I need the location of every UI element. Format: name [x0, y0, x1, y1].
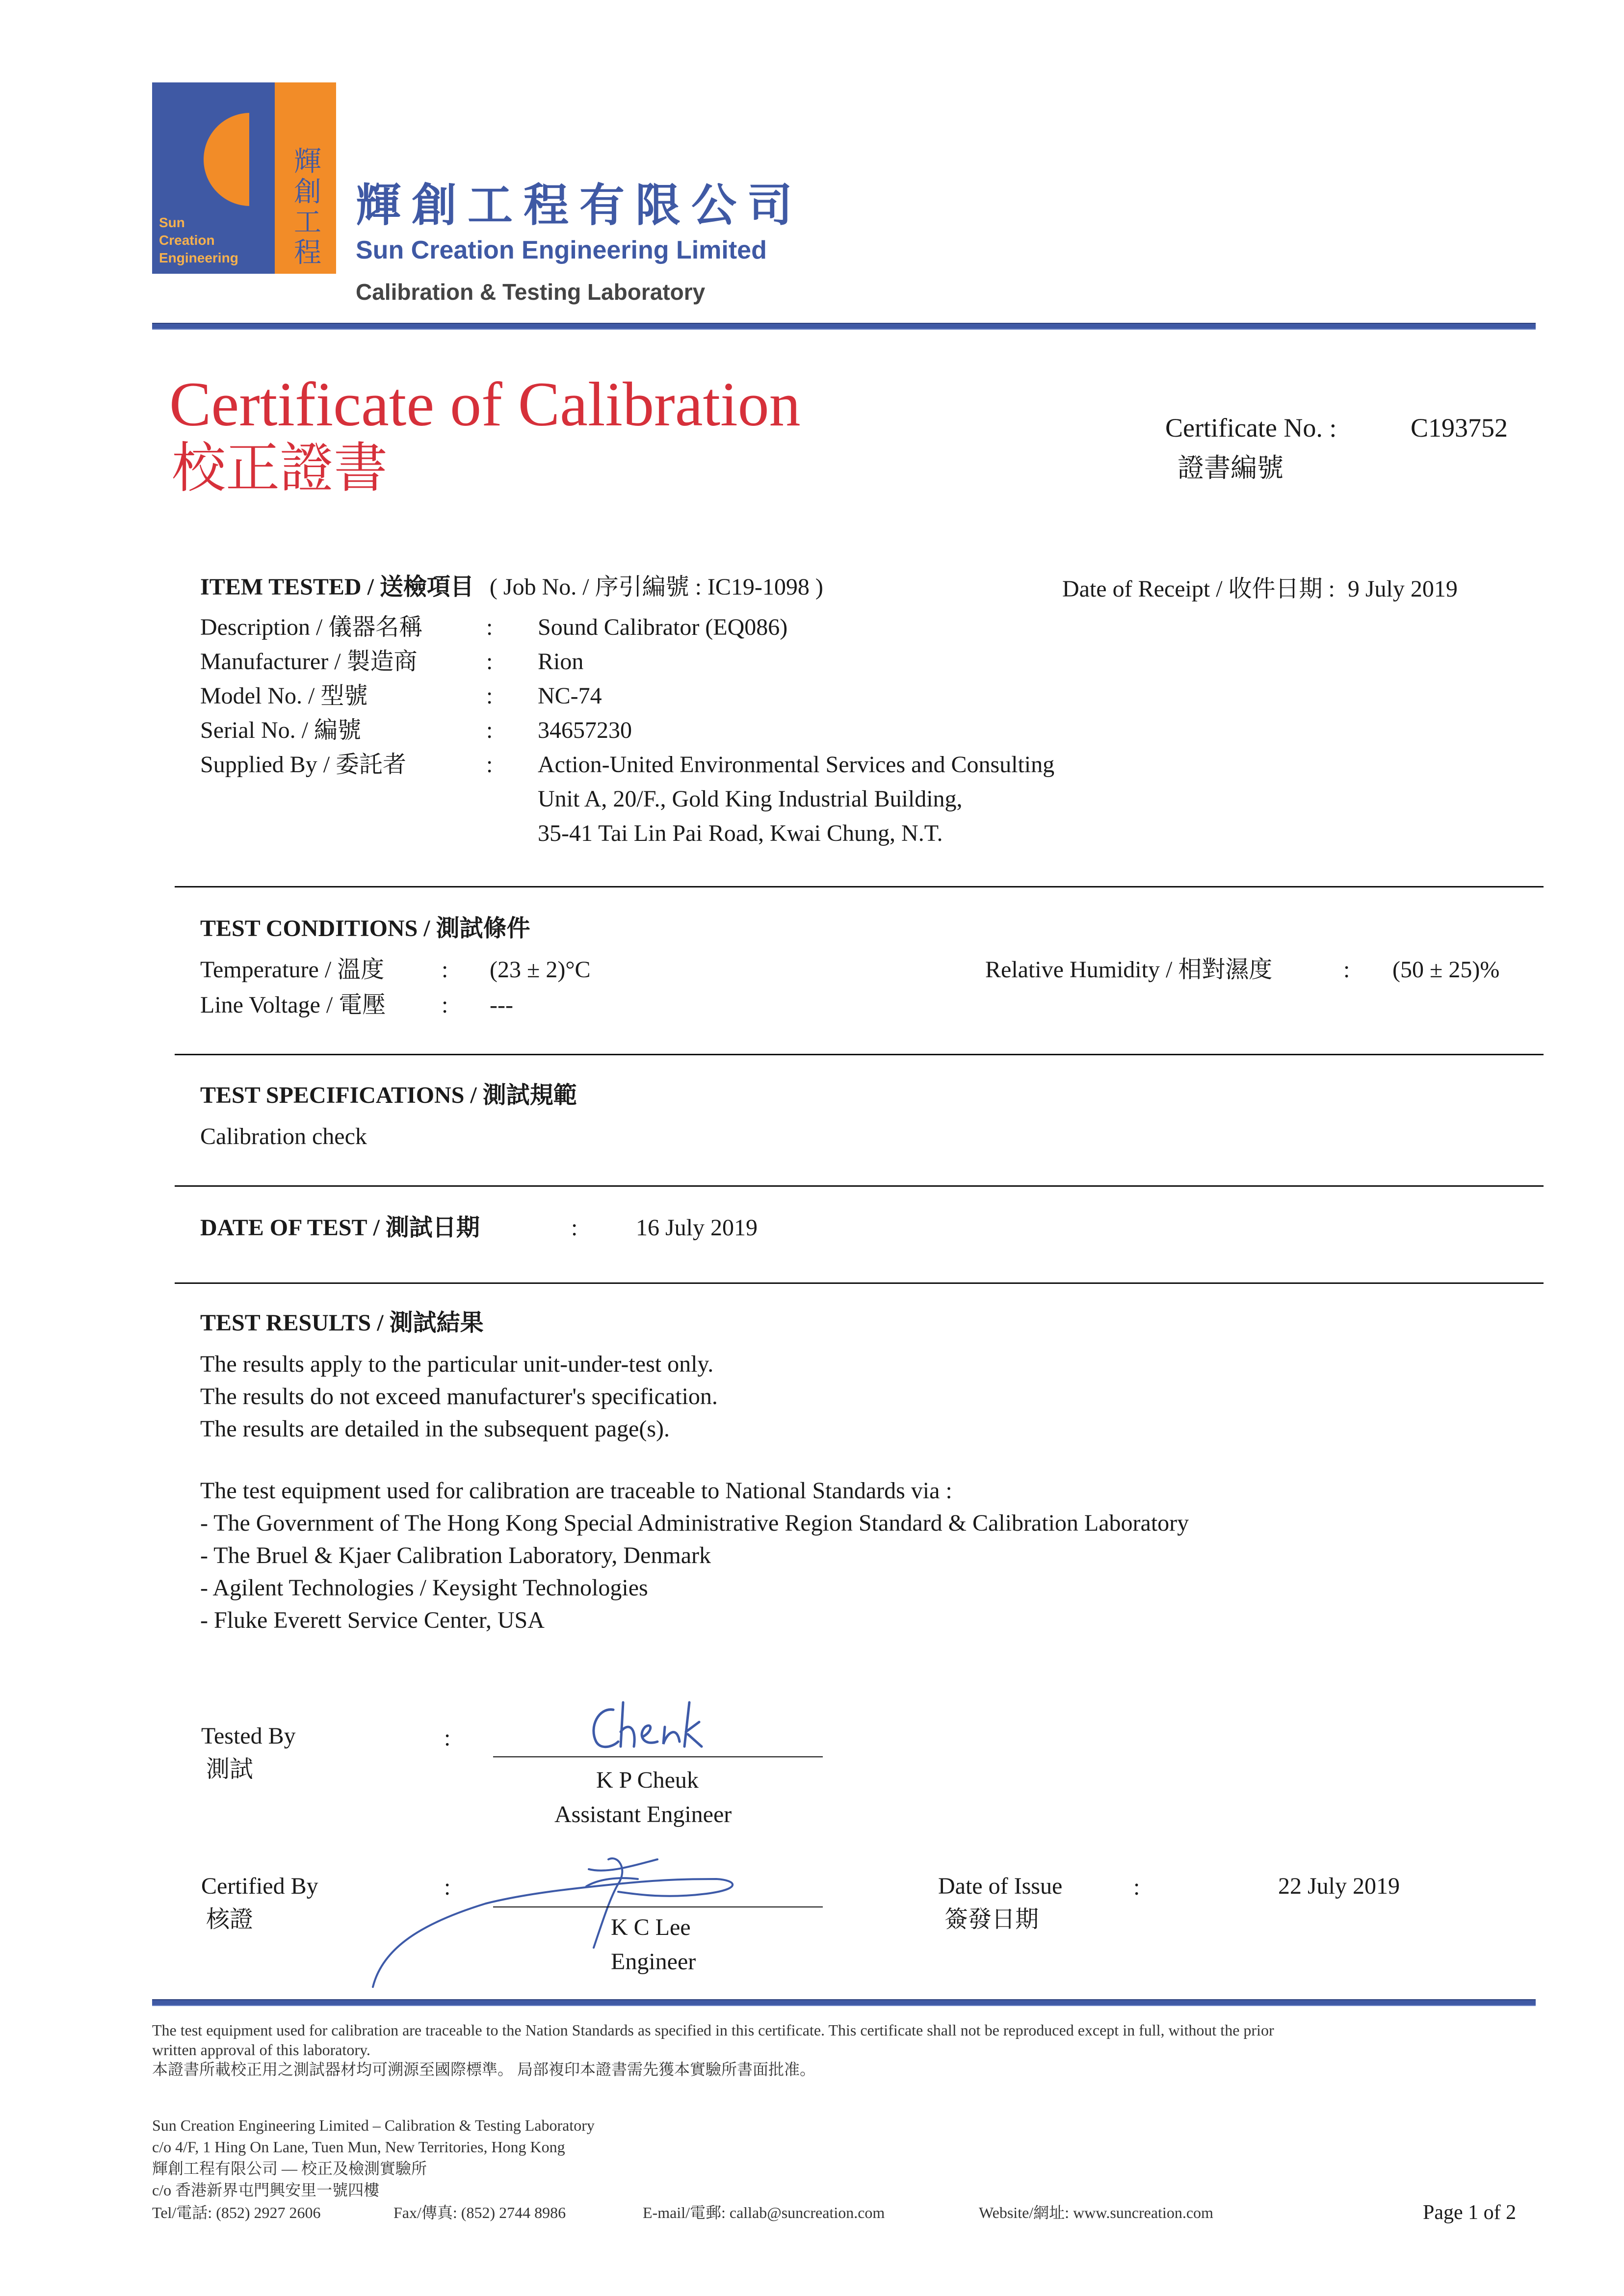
result-line: The results do not exceed manufacturer's specification.	[200, 1383, 718, 1409]
test-specifications-heading: TEST SPECIFICATIONS / 測試規範	[200, 1082, 577, 1108]
section-divider	[175, 1054, 1544, 1055]
date-of-receipt-value: 9 July 2019	[1347, 576, 1458, 602]
detail-row	[200, 613, 1427, 648]
footer-address: Sun Creation Engineering Limited – Calibration & Testing Laboratory c/o 4/F, 1 Hing On Lane, Tuen Mun, New Territories, Hong Kong 輝創工程有限公司 — 校正及檢測實驗所 c/o 香港新界屯門興安里一號四樓	[152, 2116, 595, 2199]
certificate-number-label-chinese: 證書編號	[1178, 453, 1283, 483]
item-tested-heading-chinese: / 送檢項目	[367, 574, 474, 600]
date-of-receipt-label: Date of Receipt / 收件日期 :	[1062, 576, 1335, 602]
footer-note-chinese: 本證書所載校正用之測試器材均可溯源至國際標準。 局部複印本證書需先獲本實驗所書面批准。	[152, 2061, 816, 2078]
detail-label: Serial No. / 編號	[200, 717, 361, 743]
humidity-label: Relative Humidity / 相對濕度	[985, 957, 1273, 983]
item-details	[200, 613, 1427, 854]
footer-email[interactable]: E-mail/電郵: callab@suncreation.com	[643, 2204, 885, 2221]
footer-note: The test equipment used for calibration are traceable to the Nation Standards as specified in this certificate. This certificate shall not be reproduced except in full, without the prior written approval of this laboratory. 本證書所載校正用之測試器材均可溯源至國際標準。 局部複印本證書需先獲本實驗所書面批准。	[152, 2020, 1536, 2079]
certified-by-signature-line	[493, 1906, 823, 1907]
detail-label: Supplied By / 委託者	[200, 752, 407, 778]
footer-telephone: Tel/電話: (852) 2927 2606	[152, 2204, 321, 2221]
date-of-test-heading-chinese: / 測試日期	[373, 1215, 480, 1241]
tested-by-name: K P Cheuk	[596, 1767, 699, 1793]
date-of-issue-colon: :	[1133, 1874, 1140, 1900]
tested-by-signature-line	[493, 1756, 823, 1757]
traceability-item: - The Bruel & Kjaer Calibration Laboratory, Denmark	[200, 1542, 711, 1568]
traceability-intro: The test equipment used for calibration are traceable to National Standards via :	[200, 1478, 952, 1504]
temperature-label: Temperature / 溫度	[200, 957, 385, 983]
company-name-english: Sun Creation Engineering Limited	[356, 236, 767, 264]
test-results-heading: TEST RESULTS / 測試結果	[200, 1310, 484, 1336]
detail-label: Manufacturer / 製造商	[200, 649, 418, 675]
page-number: Page 1 of 2	[1423, 2201, 1517, 2224]
detail-value: 34657230	[538, 717, 632, 743]
traceability-block	[200, 1475, 1189, 1637]
logo-english-text: Sun Creation Engineering	[159, 215, 238, 265]
footer-divider	[152, 1999, 1536, 2006]
company-name-chinese: 輝創工程有限公司	[356, 181, 804, 231]
detail-value: NC-74	[538, 683, 602, 709]
line-voltage-value: ---	[490, 992, 513, 1018]
test-specifications-text: Calibration check	[200, 1123, 367, 1149]
temperature-row: Temperature / 溫度 : (23 ± 2)°C Relative Humidity / 相對濕度 : (50 ± 25)%	[200, 956, 1525, 990]
certificate-title: Certificate of Calibration	[169, 369, 801, 439]
detail-row	[200, 751, 1427, 785]
date-of-test-value: 16 July 2019	[636, 1215, 758, 1241]
supplier-address-line: Unit A, 20/F., Gold King Industrial Building,	[538, 786, 963, 812]
tested-by-signature	[579, 1693, 726, 1756]
detail-row	[200, 682, 1427, 716]
logo-chinese-text: 輝 創 工 程	[294, 146, 321, 268]
certificate-number: C193752	[1411, 413, 1508, 443]
certified-by-signature	[363, 1850, 756, 1992]
supplier-address-line: 35-41 Tai Lin Pai Road, Kwai Chung, N.T.	[538, 820, 943, 846]
header-divider	[152, 323, 1536, 330]
detail-row	[200, 716, 1427, 751]
section-divider	[175, 886, 1544, 887]
result-line: The results are detailed in the subsequent page(s).	[200, 1416, 670, 1442]
section-divider	[175, 1185, 1544, 1187]
test-results-lines	[200, 1348, 718, 1445]
detail-row	[200, 648, 1427, 682]
date-of-test-row: DATE OF TEST / 測試日期 : 16 July 2019	[200, 1214, 887, 1248]
detail-colon: :	[486, 683, 493, 709]
detail-value: Sound Calibrator (EQ086)	[538, 614, 788, 640]
traceability-item: - Fluke Everett Service Center, USA	[200, 1607, 545, 1633]
certificate-number-label: Certificate No. :	[1165, 413, 1337, 443]
temperature-value: (23 ± 2)°C	[490, 957, 591, 983]
certified-by-title: Engineer	[611, 1949, 696, 1975]
date-of-receipt	[1062, 575, 1458, 603]
traceability-item: - The Government of The Hong Kong Special Administrative Region Standard & Calibration Laboratory	[200, 1510, 1189, 1536]
detail-label: Description / 儀器名稱	[200, 614, 423, 640]
detail-colon: :	[486, 614, 493, 640]
detail-colon: :	[486, 752, 493, 778]
date-of-test-heading: DATE OF TEST	[200, 1215, 367, 1241]
detail-colon: :	[486, 649, 493, 675]
humidity-value: (50 ± 25)%	[1392, 957, 1500, 983]
line-voltage-row: Line Voltage / 電壓 : ---	[200, 991, 789, 1025]
detail-value: Action-United Environmental Services and Consulting	[538, 752, 1055, 778]
certified-by-label: Certified By	[201, 1873, 318, 1899]
date-of-issue-label: Date of Issue	[938, 1873, 1063, 1899]
tested-by-title: Assistant Engineer	[554, 1801, 732, 1827]
certified-by-label-chinese: 核證	[206, 1906, 254, 1932]
tested-by-colon: :	[444, 1725, 451, 1751]
test-conditions-heading: TEST CONDITIONS / 測試條件	[200, 915, 530, 941]
tested-by-label-chinese: 測試	[206, 1756, 254, 1782]
detail-value: Rion	[538, 649, 584, 675]
tested-by-label: Tested By	[201, 1723, 296, 1749]
job-number: ( Job No. / 序引編號 : IC19-1098 )	[489, 574, 823, 600]
certificate-title-chinese: 校正證書	[172, 439, 388, 498]
traceability-item: - Agilent Technologies / Keysight Technologies	[200, 1575, 648, 1601]
item-tested-heading-row	[200, 573, 823, 601]
certified-by-name: K C Lee	[611, 1914, 691, 1940]
section-divider	[175, 1282, 1544, 1284]
date-of-issue-value: 22 July 2019	[1278, 1873, 1400, 1899]
certified-by-colon: :	[444, 1874, 451, 1900]
company-logo	[152, 82, 336, 274]
line-voltage-label: Line Voltage / 電壓	[200, 992, 386, 1018]
item-tested-heading: ITEM TESTED	[200, 574, 362, 600]
footer-website[interactable]: Website/網址: www.suncreation.com	[979, 2204, 1213, 2221]
lab-name: Calibration & Testing Laboratory	[356, 279, 706, 305]
footer-fax: Fax/傳真: (852) 2744 8986	[393, 2204, 566, 2221]
result-line: The results apply to the particular unit-under-test only.	[200, 1351, 714, 1377]
logo-sun-notch	[249, 82, 275, 274]
detail-colon: :	[486, 717, 493, 743]
date-of-issue-label-chinese: 簽發日期	[944, 1906, 1039, 1932]
footer-contact	[152, 2203, 1379, 2224]
detail-label: Model No. / 型號	[200, 683, 368, 709]
